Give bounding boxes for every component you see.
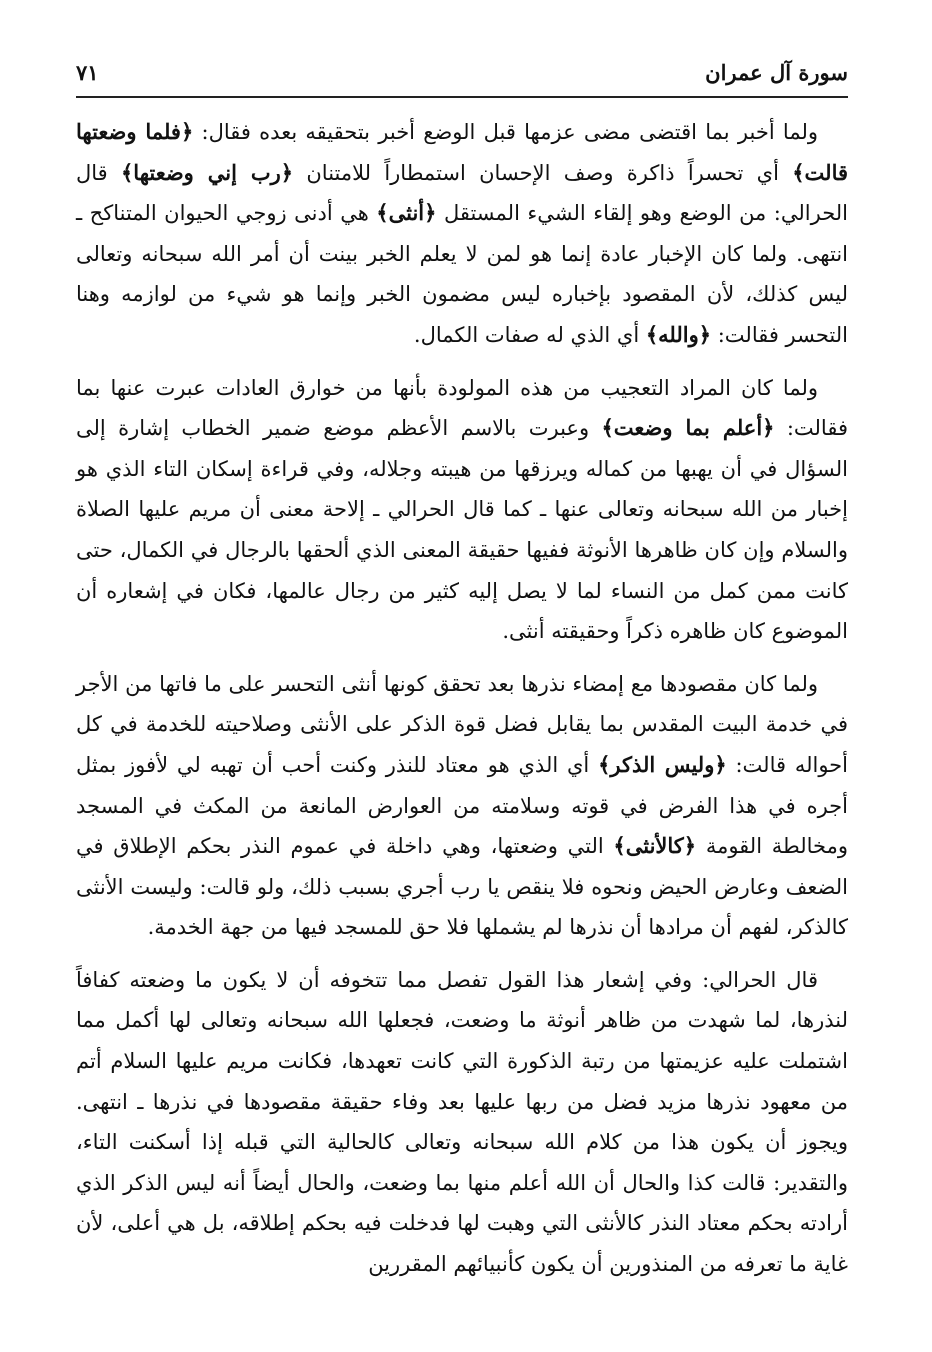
text-span: أي الذي له صفات الكمال. [413, 322, 646, 347]
body-text [76, 112, 848, 1285]
text-span: ولما كان المراد التعجيب من هذه المولودة بأنها من خوارق العادات عبرت عنها بما فقالت: [76, 375, 848, 441]
quran-quote: ﴿أنثى﴾ [376, 200, 437, 226]
paragraph-1 [76, 112, 848, 356]
text-span: ولما كان مقصودها مع إمضاء نذرها بعد تحقق كونها أنثى التحسر على ما فاتها من الأجر في خدمة البيت المقدس بما يقابل فضل قوة الذكر على الأنثى وصلاحيته للخدمة في كل أحواله قالت: [76, 671, 848, 777]
text-span: هي أدنى زوجي الحيوان المتناكح ـ انتهى. ولما كان الإخبار عادة إنما هو لمن لا يعلم الخبر بينت أن أمر الله سبحانه وتعالى ليس كذلك، لأن المقصود بإخباره ليس مضمون الخبر وإنما هو شيء من لوازمه وهنا التحسر فقالت: [76, 201, 848, 347]
paragraph-4 [76, 960, 848, 1285]
text-span: قال الحرالي: وفي إشعار هذا القول تفصل مما تتخوفه أن لا يكون ما وضعته كفافاً لنذرها، لما شهدت من ظاهر أنوثة ما وضعت، فجعلها الله سبحانه وتعالى لها أكمل مما اشتملت عليه عزيمتها من رتبة الذكورة التي كانت تعهدها، فكانت مريم عليها السلام أتم من معهود نذرها مزيد فضل من ربها عليها بعد وفاء حقيقة مقصودها في نذرها ـ انتهى. ويجوز أن يكون هذا من كلام الله سبحانه وتعالى كالحالية التي قبله إذا أسكنت التاء، والتقدير: قالت كذا والحال أن الله أعلم منها بما وضعت، والحال أيضاً أنه ليس الذكر الذي أرادته بحكم معتاد النذر كالأنثى التي وهبت لها فدخلت فيه بحكم إطلاقه، بل هي أعلى، لأن غاية ما تعرفه من المنذورين أن يكون كأنبيائهم المقررين [76, 967, 848, 1277]
paragraph-3 [76, 664, 848, 948]
text-span: أي الذي هو معتاد للنذر وكنت أحب أن تهبه لي لأفوز بمثل أجره في هذا الفرض في قوته وسلامته من العوارض المانعة من المكث في المسجد ومخالطة القومة [76, 752, 848, 859]
page-number: ٧١ [76, 60, 99, 85]
text-span: وعبرت بالاسم الأعظم موضع ضمير الخطاب إشارة إلى السؤال في أن يهبها من كماله ويرزقها من هيبته وجلاله، وفي قراءة إسكان التاء الذي هو إخبار من الله سبحانه وتعالى عنها ـ كما قال الحرالي ـ إلاحة معنى أن مريم عليها الصلاة والسلام وإن كان ظاهرها الأنوثة ففيها حقيقة المعنى الذي ألحقها بالرجال في الكمال، حتى كانت ممن كمل من النساء لما لا يصل إليه كثير من رجال عالمها، فكان في إشعاره أن الموضوع كان ظاهره ذكراً وحقيقته أنثى. [76, 416, 848, 644]
paragraph-2 [76, 368, 848, 652]
quran-quote: ﴿رب إني وضعتها﴾ [121, 159, 294, 185]
quran-quote: ﴿أعلم بما وضعت﴾ [601, 415, 775, 441]
quran-quote: ﴿كالأنثى﴾ [613, 833, 697, 859]
quran-quote: ﴿والله﴾ [645, 321, 712, 347]
surah-title: سورة آل عمران [705, 60, 848, 85]
quran-quote: ﴿فلما وضعتها قالت﴾ [76, 119, 849, 185]
text-span: التي وضعتها، وهي داخلة في عموم النذر بحكم الإطلاق في الضعف وعارض الحيض ونحوه فلا ينقص يا رب أجري بسبب ذلك، ولو قالت: وليست الأنثى كالذكر، لفهم أن مرادها أن نذرها لم يشملها فلا حق للمسجد فيها من جهة الخدمة. [76, 834, 848, 940]
quran-quote: ﴿وليس الذكر﴾ [598, 751, 727, 777]
text-span: ولما أخبر بما اقتضى مضى عزمها قبل الوضع أخبر بتحقيقه بعده فقال: [193, 120, 818, 144]
text-span: قال الحرالي: من الوضع وهو إلقاء الشيء المستقل [76, 160, 848, 226]
page-header [76, 58, 848, 98]
text-span: أي تحسراً ذاكرة وصف الإحسان استمطاراً للامتنان [293, 160, 793, 185]
